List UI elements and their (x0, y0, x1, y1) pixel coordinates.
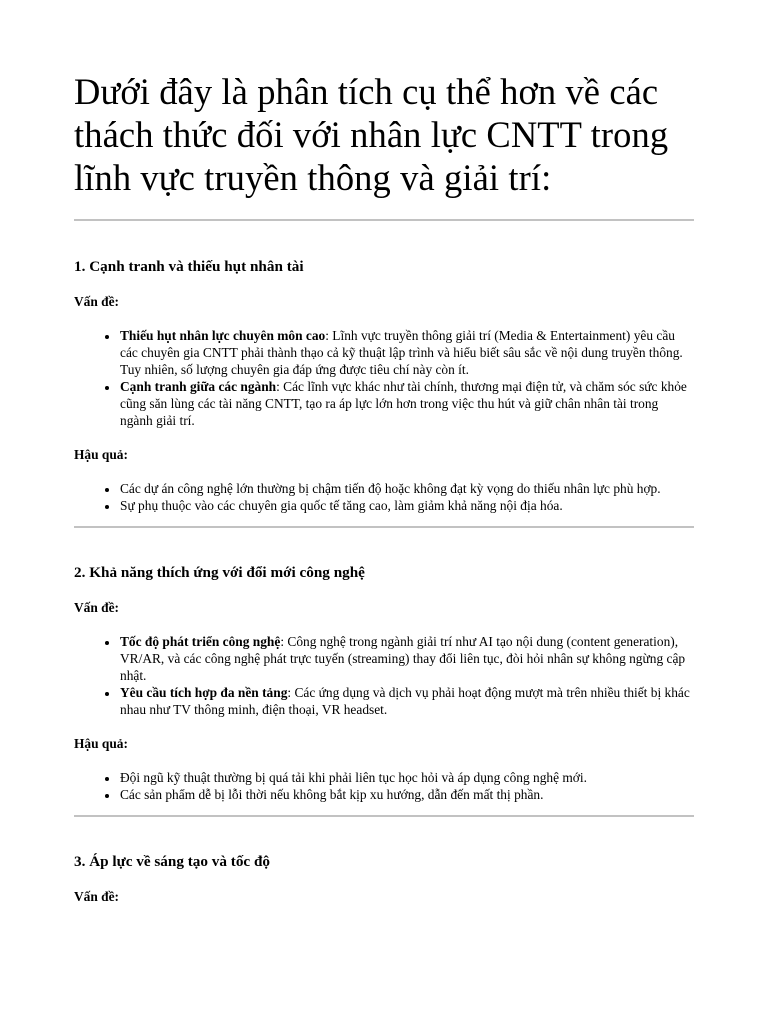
divider (74, 526, 694, 528)
section-2-consequence-label: Hậu quả: (74, 736, 128, 751)
list-item-text: : Lĩnh vực truyền thông giải trí (Media & Entertainment) yêu cầu các chuyên gia CNTT phải thành thạo cả kỹ thuật lập trình và hiểu biết sâu sắc về nội dung truyền thông. Tuy nhiên, số lượng chuyên gia đáp ứng được tiêu chí này còn ít. (120, 328, 683, 377)
list-item: • Sự phụ thuộc vào các chuyên gia quốc tế tăng cao, làm giảm khả năng nội địa hóa. (119, 497, 694, 514)
section-1-problem-label: Vấn đề: (74, 294, 120, 309)
section-2-problem-label: Vấn đề: (74, 600, 120, 615)
section-1-problem-list (74, 327, 694, 429)
section-1-consequence-label: Hậu quả: (74, 447, 128, 462)
section-2-problem-list (74, 633, 694, 718)
list-item (119, 378, 694, 429)
section-2-heading: 2. Khả năng thích ứng với đổi mới công nghệ (74, 564, 365, 581)
list-item: • Đội ngũ kỹ thuật thường bị quá tải khi phải liên tục học hỏi và áp dụng công nghệ mới. (119, 769, 694, 786)
section-1-consequence-list (74, 480, 694, 514)
list-item (119, 327, 694, 378)
list-item-text: : Các ứng dụng và dịch vụ phải hoạt động mượt mà trên nhiều thiết bị khác nhau như TV thông minh, điện thoại, VR headset. (120, 685, 690, 717)
list-item-term: Cạnh tranh giữa các ngành (120, 379, 277, 394)
list-item-text: : Công nghệ trong ngành giải trí như AI tạo nội dung (content generation), VR/AR, và các công nghệ phát trực tuyến (streaming) thay đổi liên tục, đòi hỏi nhân sự không ngừng cập nhật. (120, 634, 686, 683)
section-2-consequence-list (74, 769, 694, 803)
list-item-term: Yêu cầu tích hợp đa nền tảng (120, 685, 288, 700)
list-item-term: Tốc độ phát triển công nghệ (120, 634, 281, 649)
list-item (119, 633, 694, 684)
section-3-problem-label: Vấn đề: (74, 889, 120, 904)
divider (74, 815, 694, 817)
list-item-text: : Các lĩnh vực khác như tài chính, thương mại điện tử, và chăm sóc sức khỏe cũng săn lùng các tài năng CNTT, tạo ra áp lực lớn hơn trong việc thu hút và giữ chân nhân tài trong ngành giải trí. (120, 379, 687, 428)
section-1-heading: 1. Cạnh tranh và thiếu hụt nhân tài (74, 258, 304, 275)
section-3-heading: 3. Áp lực về sáng tạo và tốc độ (74, 853, 270, 870)
list-item: • Các sản phẩm dễ bị lỗi thời nếu không bắt kịp xu hướng, dẫn đến mất thị phần. (119, 786, 694, 803)
divider (74, 219, 694, 221)
list-item-term: Thiếu hụt nhân lực chuyên môn cao (120, 328, 326, 343)
list-item (119, 684, 694, 718)
list-item: • Các dự án công nghệ lớn thường bị chậm tiến độ hoặc không đạt kỳ vọng do thiếu nhân lực phù hợp. (119, 480, 694, 497)
document-title: Dưới đây là phân tích cụ thể hơn về các thách thức đối với nhân lực CNTT trong lĩnh vực truyền thông và giải trí: (74, 71, 669, 198)
